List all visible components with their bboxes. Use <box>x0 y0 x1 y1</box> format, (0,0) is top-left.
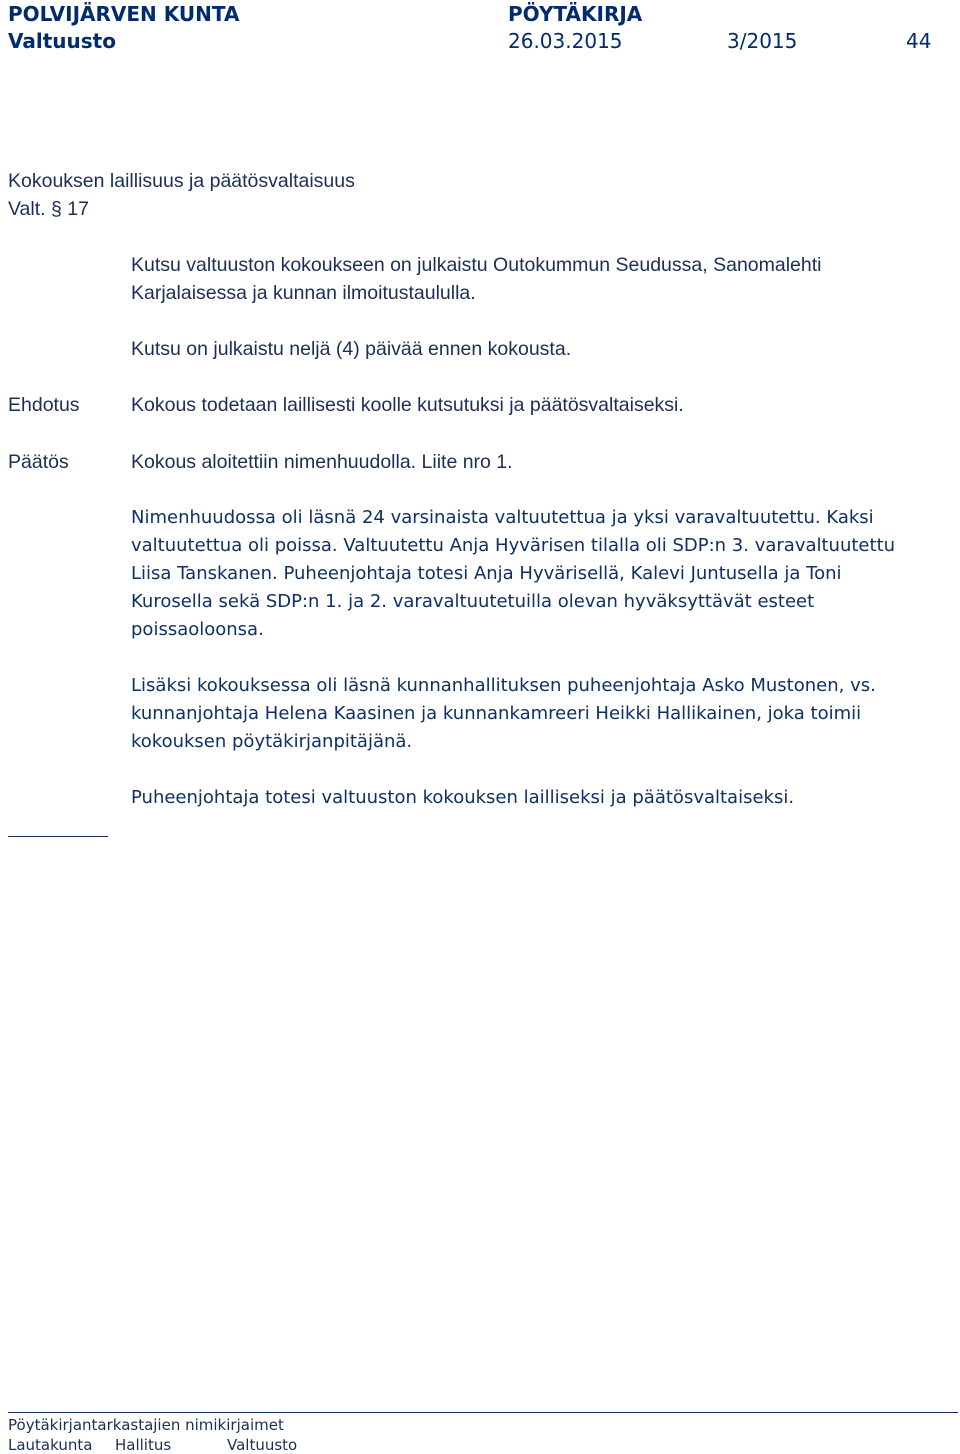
decision-p1-line: Liisa Tanskanen. Puheenjohtaja totesi Anja Hyvärisellä, Kalevi Juntusella ja Toni <box>131 563 842 584</box>
footer-lautakunta: Lautakunta <box>8 1436 93 1454</box>
document-type: PÖYTÄKIRJA <box>508 2 643 26</box>
footer-valtuusto: Valtuusto <box>227 1436 298 1454</box>
decision-p1-line: Nimenhuudossa oli läsnä 24 varsinaista valtuutettua ja yksi varavaltuutettu. Kaksi <box>131 507 874 528</box>
decision-label: Päätös <box>8 451 69 473</box>
decision-p2-line: Lisäksi kokouksessa oli läsnä kunnanhallituksen puheenjohtaja Asko Mustonen, vs. <box>131 675 876 696</box>
proposal-text: Kokous todetaan laillisesti koolle kutsutuksi ja päätösvaltaiseksi. <box>131 394 684 416</box>
intro-line-1: Kutsu valtuuston kokoukseen on julkaistu Outokummun Seudussa, Sanomalehti <box>131 254 822 276</box>
decision-paragraph-2 <box>131 672 941 756</box>
decision-text: Kokous aloitettiin nimenhuudolla. Liite nro 1. <box>131 451 513 473</box>
decision-paragraph-3 <box>131 784 941 812</box>
page-number: 44 <box>906 29 932 53</box>
footer-hallitus: Hallitus <box>115 1436 172 1454</box>
signature-divider <box>8 836 108 837</box>
meeting-body: Valtuusto <box>8 29 116 53</box>
municipality-name: POLVIJÄRVEN KUNTA <box>8 2 240 26</box>
decision-p3-line: Puheenjohtaja totesi valtuuston kokouksen lailliseksi ja päätösvaltaiseksi. <box>131 787 795 808</box>
decision-p1-line: Kurosella sekä SDP:n 1. ja 2. varavaltuutetuilla olevan hyväksyttävät esteet <box>131 591 815 612</box>
section-reference: Valt. § 17 <box>8 198 89 220</box>
proposal-label: Ehdotus <box>8 394 80 416</box>
meeting-number: 3/2015 <box>727 29 798 53</box>
decision-p1-line: poissaoloonsa. <box>131 619 264 640</box>
decision-p2-line: kokouksen pöytäkirjanpitäjänä. <box>131 731 413 752</box>
meeting-date: 26.03.2015 <box>508 29 623 53</box>
decision-p1-line: valtuutettua oli poissa. Valtuutettu Anja Hyvärisen tilalla oli SDP:n 3. varavaltuutettu <box>131 535 896 556</box>
decision-p2-line: kunnanjohtaja Helena Kaasinen ja kunnankamreeri Heikki Hallikainen, joka toimii <box>131 703 862 724</box>
intro-paragraph-2: Kutsu on julkaistu neljä (4) päivää ennen kokousta. <box>131 338 572 360</box>
footer-title: Pöytäkirjantarkastajien nimikirjaimet <box>8 1416 284 1434</box>
intro-line-2: Karjalaisessa ja kunnan ilmoitustaululla. <box>131 282 476 304</box>
footer-divider <box>8 1412 958 1413</box>
decision-paragraph-1 <box>131 504 941 644</box>
section-title: Kokouksen laillisuus ja päätösvaltaisuus <box>8 170 355 192</box>
